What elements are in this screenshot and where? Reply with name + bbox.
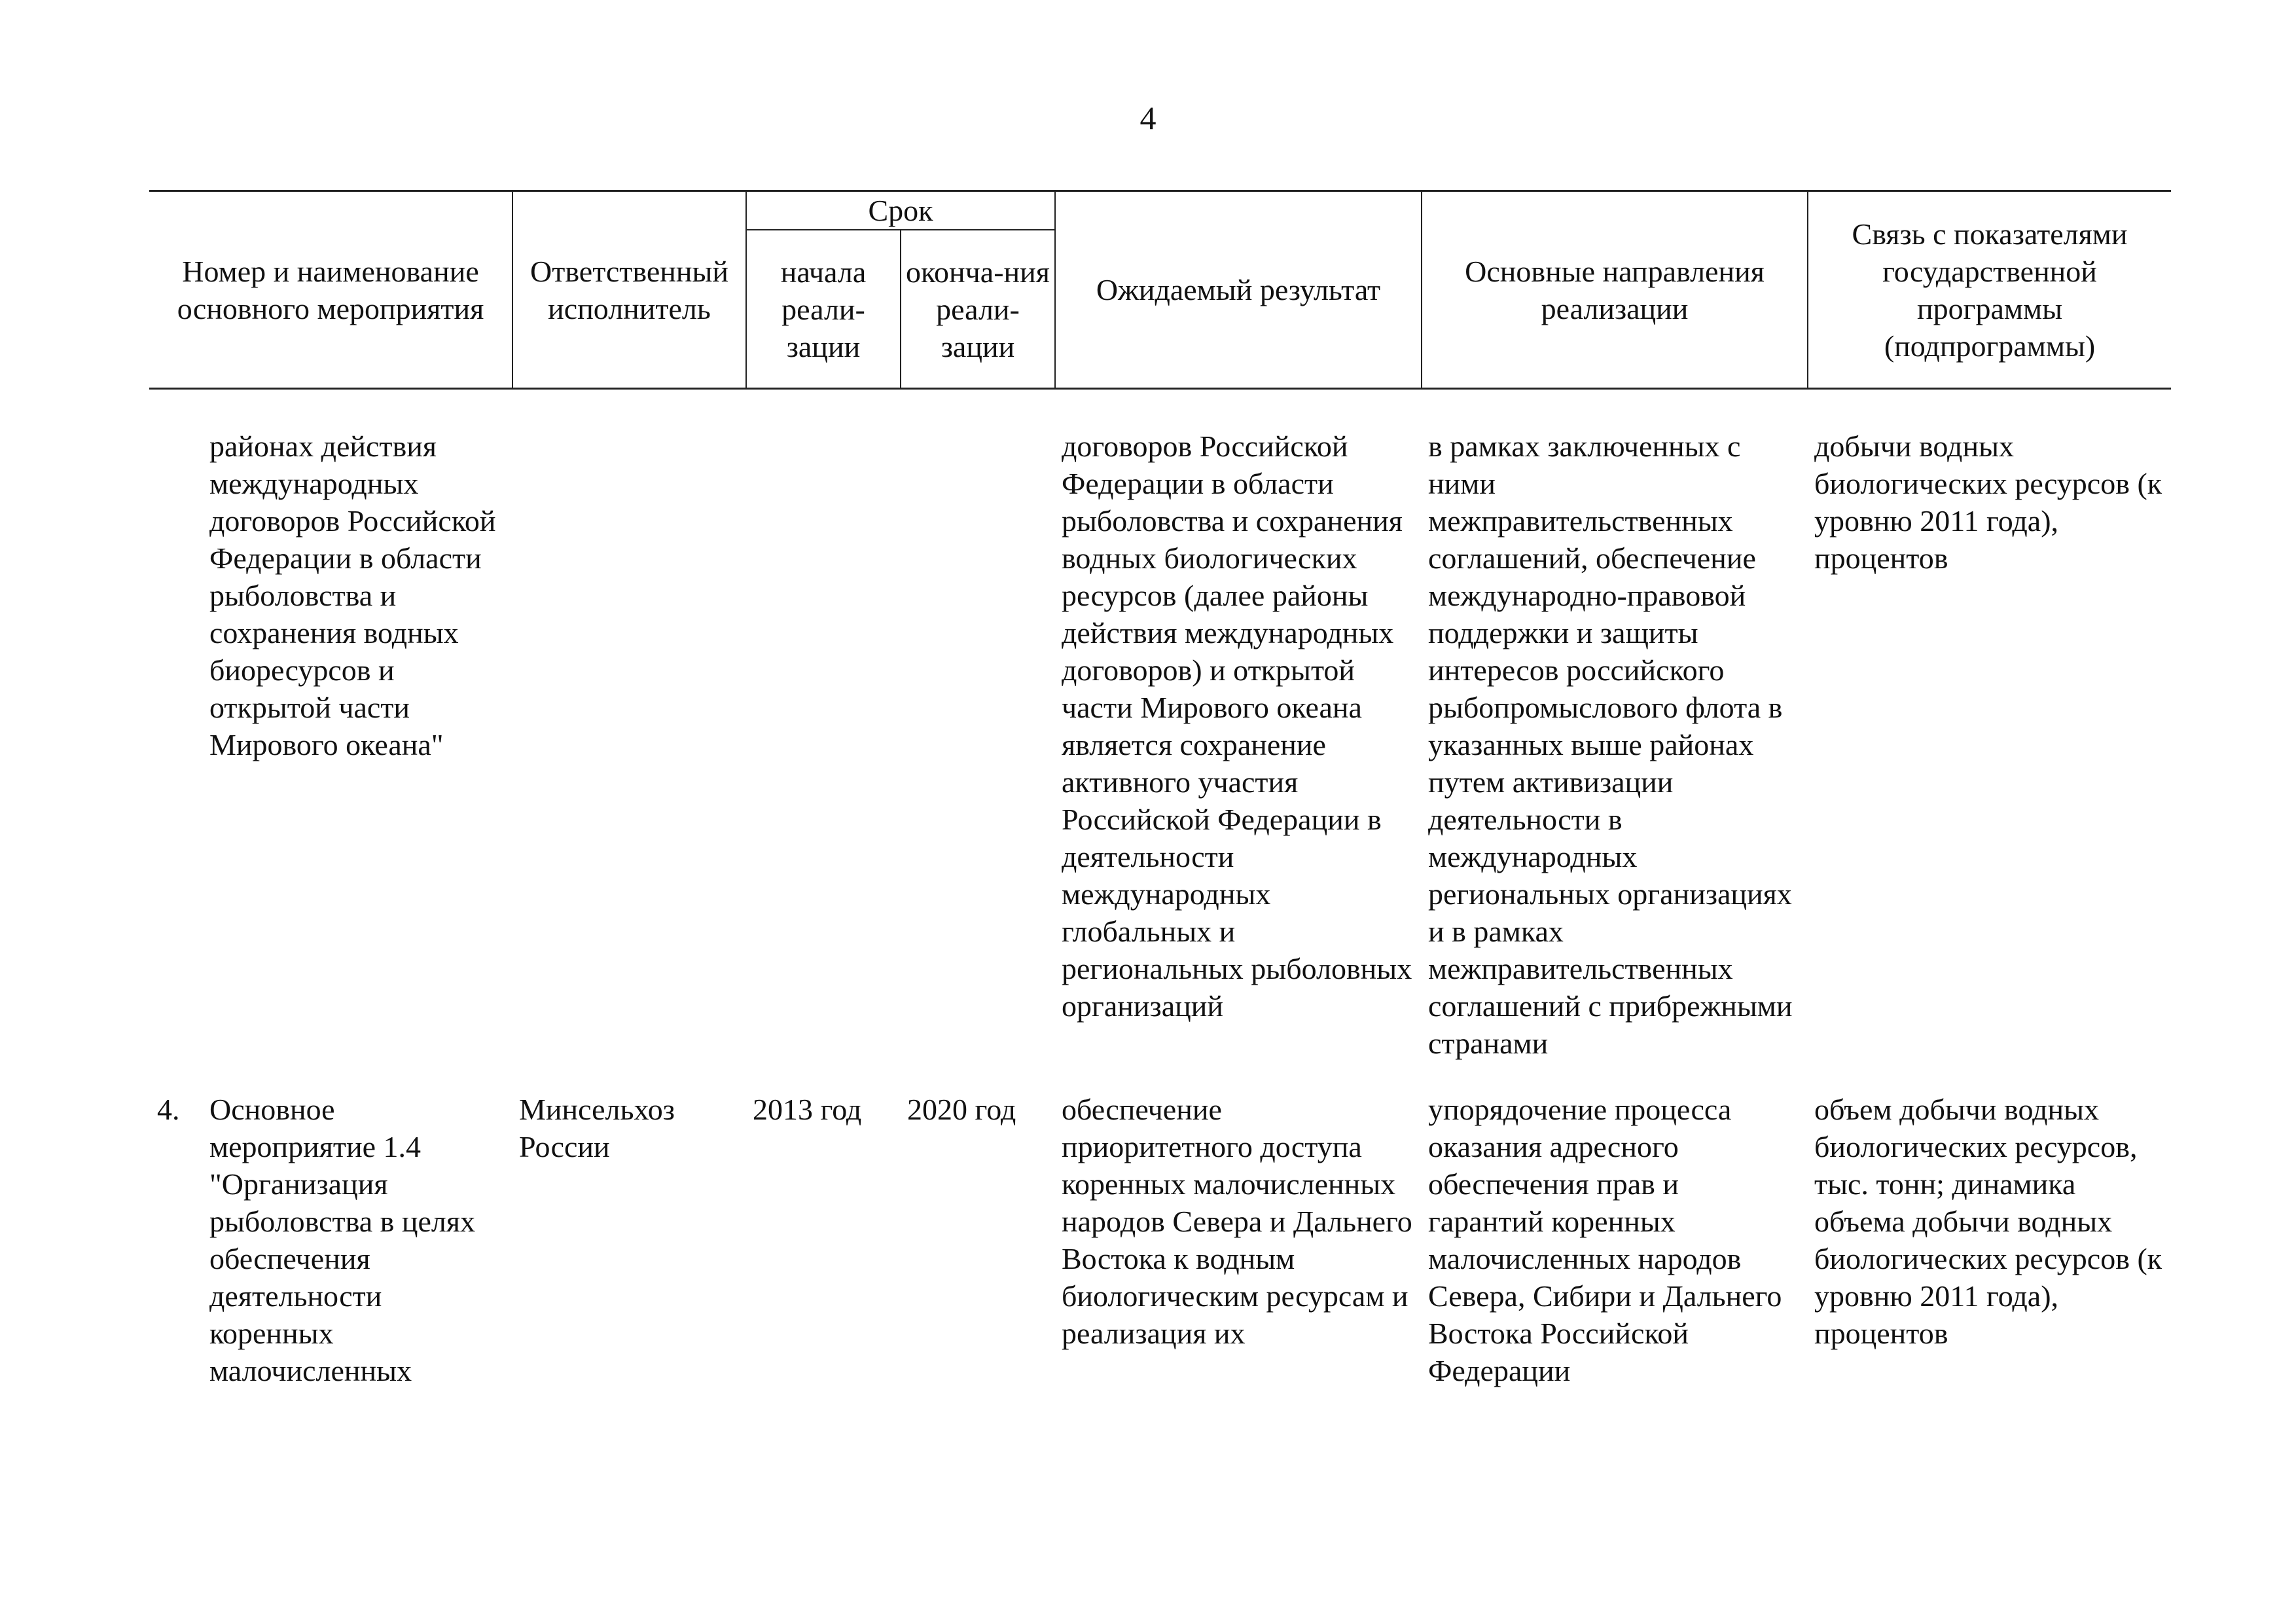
row-executor: Минсельхоз России xyxy=(519,1093,675,1163)
row-executor xyxy=(512,389,746,1077)
header-end: оконча-ния реали-зации xyxy=(901,230,1055,389)
header-executor: Ответственный исполнитель xyxy=(512,191,746,389)
header-link: Связь с показателями государственной программы (подпрограммы) xyxy=(1808,191,2171,389)
header-directions: Основные направления реализации xyxy=(1422,191,1808,389)
row-name: Основное мероприятие 1.4 "Организация рыболовства в целях обеспечения деятельности коренных малочисленных xyxy=(209,1093,476,1387)
row-name: районах действия международных договоров Российской Федерации в области рыболовства и сохранения водных биоресурсов и открытой части Мирового океана" xyxy=(209,429,496,761)
row-directions: упорядочение процесса оказания адресного обеспечения прав и гарантий коренных малочисленных народов Севера, Сибири и Дальнего Востока Российской Федерации xyxy=(1428,1093,1782,1387)
table-header xyxy=(149,191,2171,389)
row-result: договоров Российской Федерации в области рыболовства и сохранения водных биологических ресурсов (далее районы действия международных договоров) и открытой части Мирового океана является сохранение активного участия Российской Федерации в деятельности международных глобальных и региональных рыболовных организаций xyxy=(1062,429,1412,1023)
page-number: 4 xyxy=(1139,100,1157,136)
header-result: Ожидаемый результат xyxy=(1055,191,1422,389)
header-term: Срок xyxy=(746,191,1055,230)
activities-table xyxy=(149,190,2171,1389)
row-link: объем добычи водных биологических ресурсов, тыс. тонн; динамика объема добычи водных биологических ресурсов (к уровню 2011 года), процентов xyxy=(1814,1093,2162,1350)
row-name-cell xyxy=(149,1076,512,1389)
header-start: начала реали-зации xyxy=(746,230,901,389)
table-row xyxy=(149,389,2171,1077)
row-start xyxy=(746,389,901,1077)
table-row xyxy=(149,1076,2171,1389)
row-number: 4. xyxy=(157,1093,180,1126)
header-name: Номер и наименование основного мероприятия xyxy=(149,191,512,389)
row-directions: в рамках заключенных с ними межправительственных соглашений, обеспечение международно-правовой поддержки и защиты интересов российского рыбопромыслового флота в указанных выше районах путем активизации деятельности в международных региональных организациях и в рамках межправительственных соглашений с прибрежными странами xyxy=(1428,429,1793,1060)
row-link: добычи водных биологических ресурсов (к уровню 2011 года), процентов xyxy=(1814,429,2162,575)
row-end: 2020 год xyxy=(907,1093,1016,1126)
row-start: 2013 год xyxy=(753,1093,862,1126)
row-end xyxy=(901,389,1055,1077)
row-result: обеспечение приоритетного доступа коренных малочисленных народов Севера и Дальнего Востока к водным биологическим ресурсам и реализация их xyxy=(1062,1093,1412,1350)
